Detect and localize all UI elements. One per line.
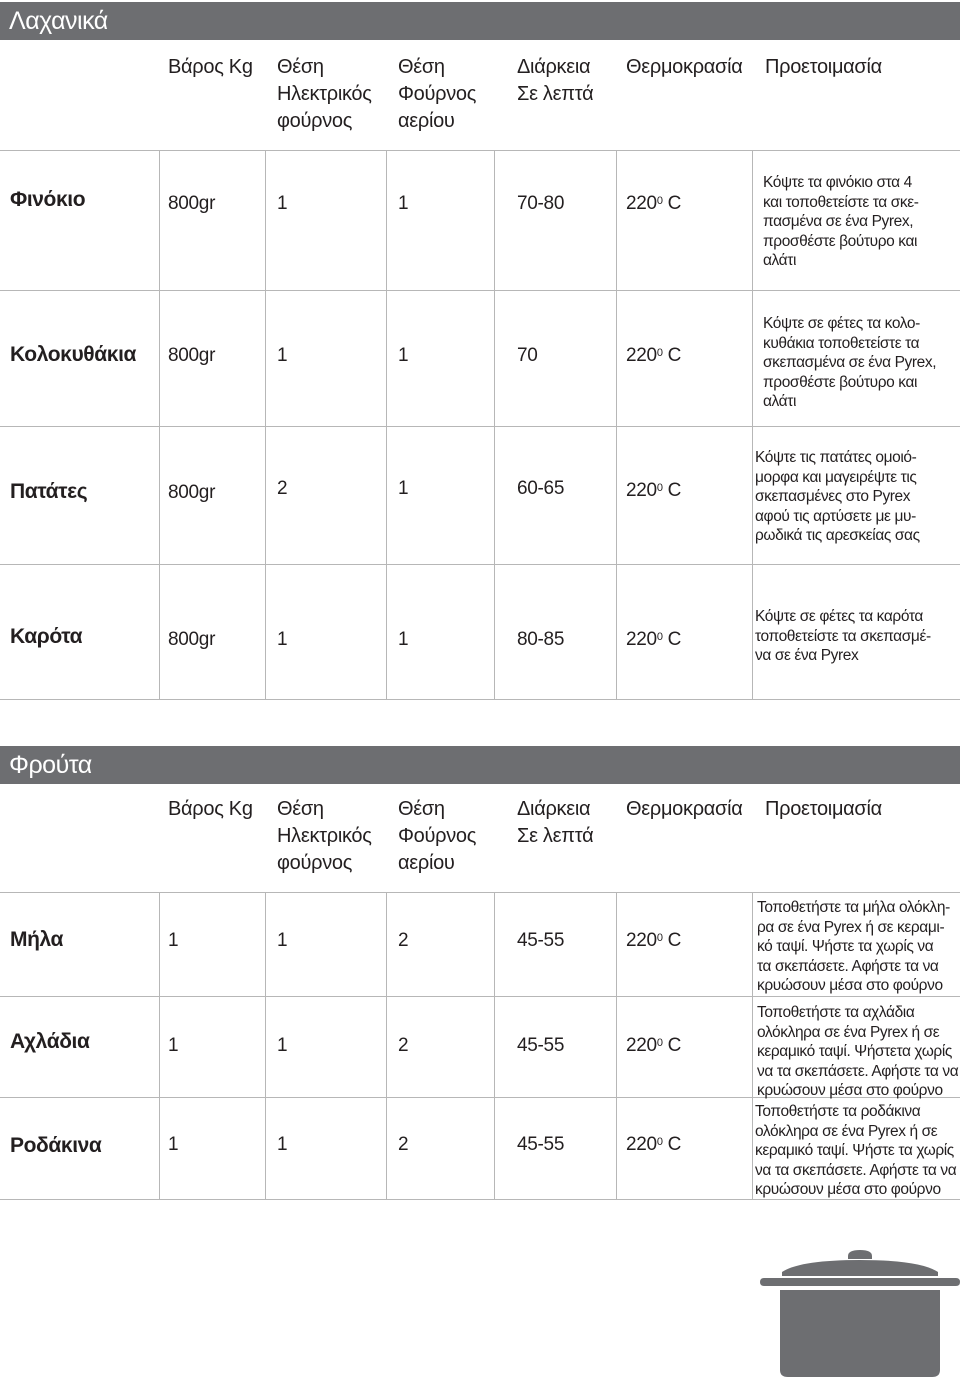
column-divider: [752, 892, 753, 1200]
header-electric-position: Θέση Ηλεκτρικός φούρνος: [277, 798, 372, 874]
item-preparation: Κόψτε σε φέτες τα κολο- κυθάκια τοποθετείστε τα σκεπασμένα σε ένα Pyrex, προσθέστε βούτυρο και αλάτι: [763, 315, 937, 410]
row-divider: [0, 699, 960, 700]
item-temperature: $220^0$ C: [626, 930, 682, 951]
item-electric-position: 1: [277, 930, 288, 951]
column-divider: [265, 892, 266, 1200]
item-gas-position: 2: [398, 1134, 409, 1155]
item-temperature: $220^0$ C: [626, 480, 682, 501]
item-duration: 45-55: [517, 930, 565, 951]
item-duration: 80-85: [517, 629, 565, 650]
item-electric-position: 1: [277, 193, 288, 214]
item-gas-position: 1: [398, 478, 409, 499]
column-divider: [616, 150, 617, 700]
row-divider: [0, 564, 960, 565]
item-name: Ροδάκινα: [10, 1134, 102, 1157]
header-weight: Βάρος Kg: [168, 56, 253, 78]
column-divider: [159, 892, 160, 1200]
item-weight: 800gr: [168, 193, 216, 214]
item-weight: 1: [168, 930, 179, 951]
header-temperature: Θερμοκρασία: [626, 798, 743, 820]
item-electric-position: 1: [277, 1134, 288, 1155]
header-electric-position: Θέση Ηλεκτρικός φούρνος: [277, 56, 372, 132]
column-divider: [265, 150, 266, 700]
item-gas-position: 1: [398, 629, 409, 650]
item-gas-position: 1: [398, 193, 409, 214]
item-preparation: Κόψτε σε φέτες τα καρότα τοποθετείστε τα σκεπασμέ- να σε ένα Pyrex: [755, 608, 931, 664]
row-divider: [0, 892, 960, 893]
item-temperature: $220^0$ C: [626, 1134, 682, 1155]
column-divider: [494, 892, 495, 1200]
item-duration: 70-80: [517, 193, 565, 214]
header-duration: Διάρκεια Σε λεπτά: [517, 798, 594, 847]
column-divider: [159, 150, 160, 700]
item-preparation: Τοποθετήστε τα ροδάκινα ολόκληρα σε ένα Pyrex ή σε κεραμικό ταψί. Ψήστε τα χωρίς να τα σκεπάσετε. Αφήστε τα να κρυώσουν μέσα στο φούρνο: [755, 1103, 957, 1198]
fruits-title: Φρούτα: [0, 746, 960, 784]
header-gas-position: Θέση Φούρνος αερίου: [398, 798, 477, 874]
item-temperature: $220^0$ C: [626, 1035, 682, 1056]
row-divider: [0, 426, 960, 427]
item-electric-position: 1: [277, 629, 288, 650]
item-temperature: $220^0$ C: [626, 193, 682, 214]
fruits-grid: [0, 892, 960, 1200]
item-weight: 800gr: [168, 482, 216, 503]
item-duration: 45-55: [517, 1035, 565, 1056]
column-divider: [494, 150, 495, 700]
item-name: Κολοκυθάκια: [10, 343, 137, 366]
header-gas-position: Θέση Φούρνος αερίου: [398, 56, 477, 132]
column-divider: [386, 892, 387, 1200]
item-name: Φινόκιο: [10, 188, 86, 211]
item-gas-position: 2: [398, 930, 409, 951]
item-name: Αχλάδια: [10, 1030, 90, 1053]
item-electric-position: 2: [277, 478, 288, 499]
header-preparation: Προετοιμασία: [765, 798, 882, 820]
item-weight: 800gr: [168, 345, 216, 366]
item-gas-position: 2: [398, 1035, 409, 1056]
item-name: Καρότα: [10, 625, 83, 648]
item-gas-position: 1: [398, 345, 409, 366]
header-weight: Βάρος Kg: [168, 798, 253, 820]
item-preparation: Τοποθετήστε τα αχλάδια ολόκληρα σε ένα Pyrex ή σε κεραμικό ταψί. Ψήστετα χωρίς να τα σκεπάσετε. Αφήστε τα να κρυώσουν μέσα στο φούρνο: [757, 1004, 959, 1099]
header-duration: Διάρκεια Σε λεπτά: [517, 56, 594, 105]
row-divider: [0, 996, 960, 997]
vegetables-title: Λαχανικά: [0, 2, 960, 40]
row-divider: [0, 290, 960, 291]
column-divider: [616, 892, 617, 1200]
item-electric-position: 1: [277, 1035, 288, 1056]
column-divider: [752, 150, 753, 700]
item-temperature: $220^0$ C: [626, 629, 682, 650]
cooking-pot-icon: [760, 1250, 960, 1382]
item-name: Πατάτες: [10, 480, 88, 503]
item-electric-position: 1: [277, 345, 288, 366]
item-name: Μήλα: [10, 928, 64, 951]
item-duration: 70: [517, 345, 538, 366]
row-divider: [0, 150, 960, 151]
header-preparation: Προετοιμασία: [765, 56, 882, 78]
item-preparation: Τοποθετήστε τα μήλα ολόκλη- ρα σε ένα Pyrex ή σε κεραμι- κό ταψί. Ψήστε τα χωρίς να τα σκεπάσετε. Αφήστε τα να κρυώσουν μέσα στο φούρνο: [757, 899, 950, 994]
item-weight: 1: [168, 1134, 179, 1155]
column-divider: [386, 150, 387, 700]
item-preparation: Κόψτε τα φινόκιο στα 4 και τοποθετείστε τα σκε- πασμένα σε ένα Pyrex, προσθέστε βούτυρο και αλάτι: [763, 174, 919, 269]
item-weight: 1: [168, 1035, 179, 1056]
header-temperature: Θερμοκρασία: [626, 56, 743, 78]
item-weight: 800gr: [168, 629, 216, 650]
item-temperature: $220^0$ C: [626, 345, 682, 366]
vegetables-grid: [0, 150, 960, 700]
item-preparation: Κόψτε τις πατάτες ομοιό- μορφα και μαγειρέψτε τις σκεπασμένες στο Pyrex αφού τις αρτύσετε με μυ- ρωδικά τις αρεσκείας σας: [755, 449, 920, 544]
item-duration: 60-65: [517, 478, 565, 499]
item-duration: 45-55: [517, 1134, 565, 1155]
